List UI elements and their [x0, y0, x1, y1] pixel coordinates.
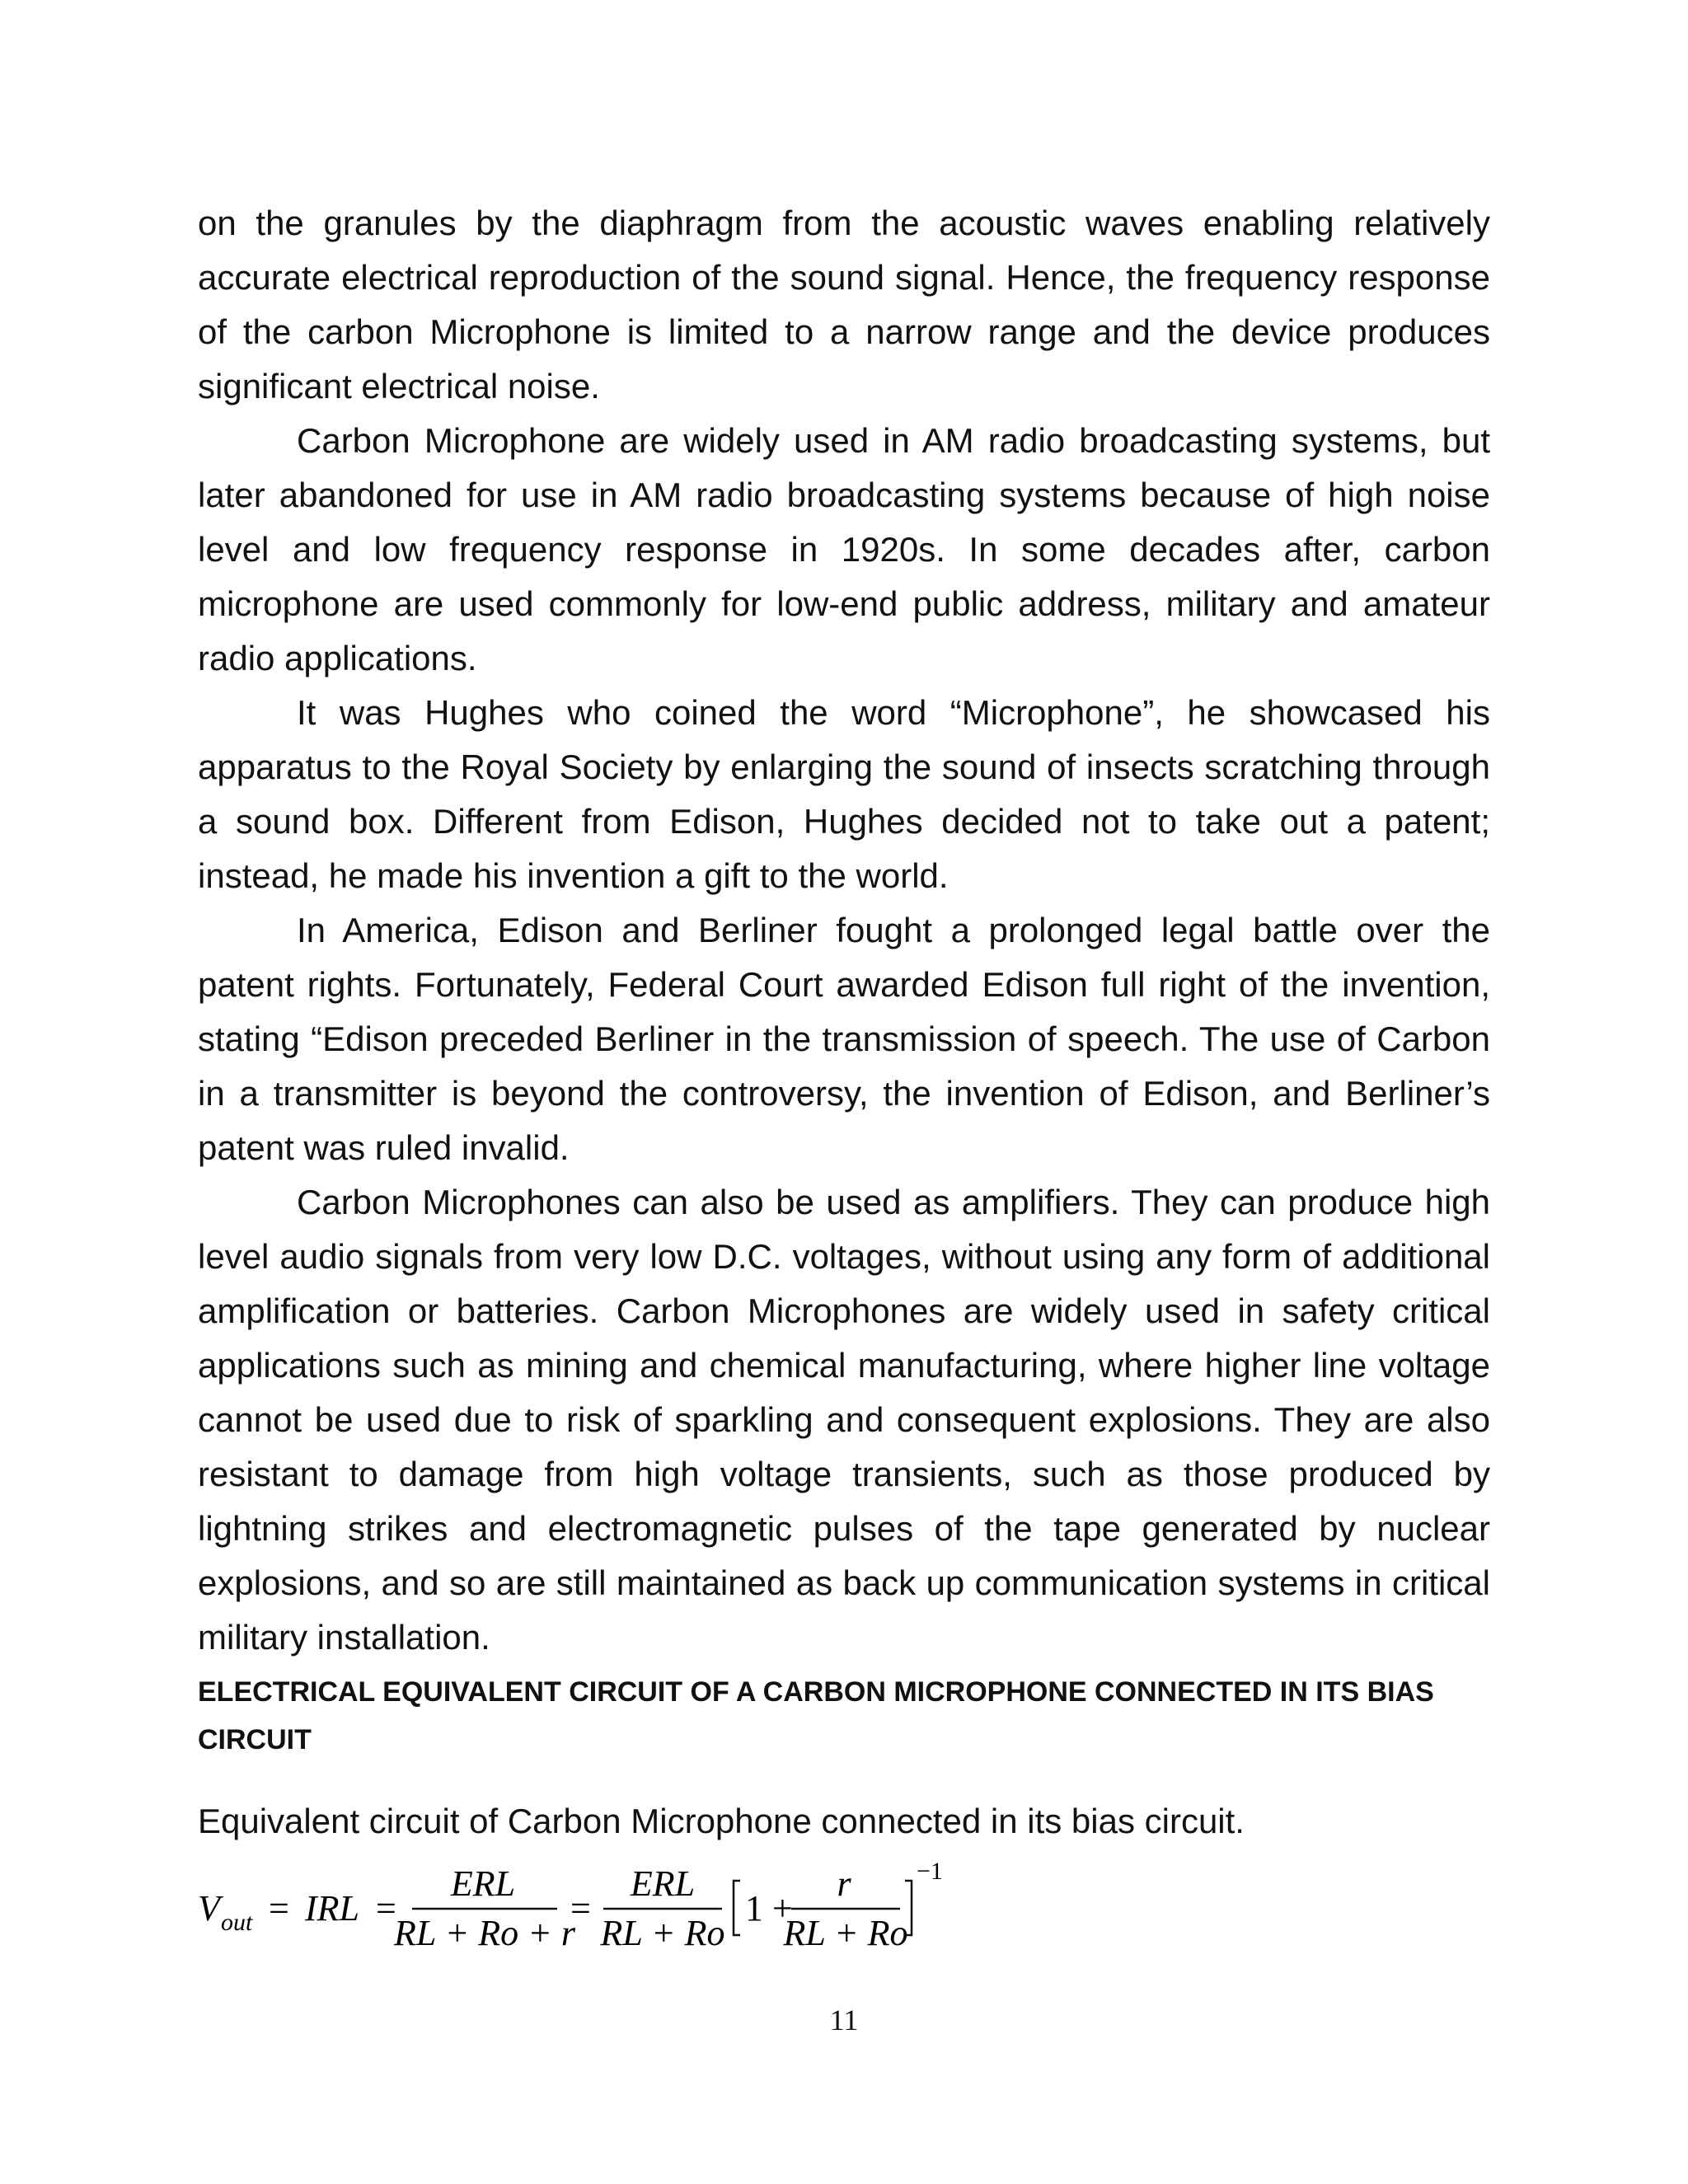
section-heading: ELECTRICAL EQUIVALENT CIRCUIT OF A CARBON MICROPHONE CONNECTED IN ITS BIAS CIRCUIT: [198, 1676, 1434, 1755]
eq-frac2-denominator: RL + Ro: [600, 1913, 725, 1953]
paragraph-4: In America, Edison and Berliner fought a prolonged legal battle over the patent rights. Fortunately, Federal Court awarded Edison full right of the invention, stating “Edison preceded Berliner in the transmission of speech. The use of Carbon in a transmitter is beyond the controversy, the invention of Edison, and Berliner’s patent was ruled invalid.: [198, 911, 1490, 1167]
eq-frac1-numerator: ERL: [450, 1863, 516, 1904]
eq-exponent: −1: [917, 1858, 943, 1885]
eq-frac3-numerator: r: [837, 1863, 851, 1904]
eq-frac3-denominator: RL + Ro: [783, 1913, 908, 1953]
paragraph-2: Carbon Microphone are widely used in AM radio broadcasting systems, but later abandoned for use in AM radio broadcasting systems because of high noise level and low frequency response in 1920s. In some decades after, carbon microphone are used commonly for low-end public address, military and amateur radio applications.: [198, 421, 1490, 677]
eq-lhs-subscript: out: [221, 1909, 253, 1936]
output-voltage-equation: [198, 1853, 1490, 1960]
eq-frac1-denominator: RL + Ro + r: [394, 1913, 575, 1953]
page-number: 11: [829, 2004, 859, 2036]
document-page: [198, 196, 1490, 1960]
eq-equals-3: =: [570, 1888, 591, 1929]
eq-equals-1: =: [269, 1888, 289, 1929]
eq-bracket-one-plus: 1 +: [745, 1888, 793, 1929]
equation-svg: [193, 1853, 1182, 1960]
eq-left-bracket: [734, 1881, 740, 1935]
eq-term-irl: IRL: [305, 1888, 359, 1929]
eq-equals-2: =: [376, 1888, 396, 1929]
paragraph-1: on the granules by the diaphragm from the acoustic waves enabling relatively accurate electrical reproduction of the sound signal. Hence, the frequency response of the carbon Microphone is limited to a narrow range and the device produces significant electrical noise.: [198, 204, 1490, 405]
equation-intro: Equivalent circuit of Carbon Microphone connected in its bias circuit.: [198, 1802, 1245, 1840]
eq-frac2-numerator: ERL: [630, 1863, 696, 1904]
paragraph-3: It was Hughes who coined the word “Microphone”, he showcased his apparatus to the Royal Society by enlarging the sound of insects scratching through a sound box. Different from Edison, Hughes decided not to take out a patent; instead, he made his invention a gift to the world.: [198, 693, 1490, 895]
eq-lhs-symbol: V: [198, 1888, 220, 1929]
paragraph-5: Carbon Microphones can also be used as amplifiers. They can produce high level audio signals from very low D.C. voltages, without using any form of additional amplification or batteries. Carbon Microphones are widely used in safety critical applications such as mining and chemical manufacturing, where higher line voltage cannot be used due to risk of sparkling and consequent explosions. They are also resistant to damage from high voltage transients, such as those produced by lightning strikes and electromagnetic pulses of the tape generated by nuclear explosions, and so are still maintained as back up communication systems in critical military installation.: [198, 1183, 1490, 1657]
